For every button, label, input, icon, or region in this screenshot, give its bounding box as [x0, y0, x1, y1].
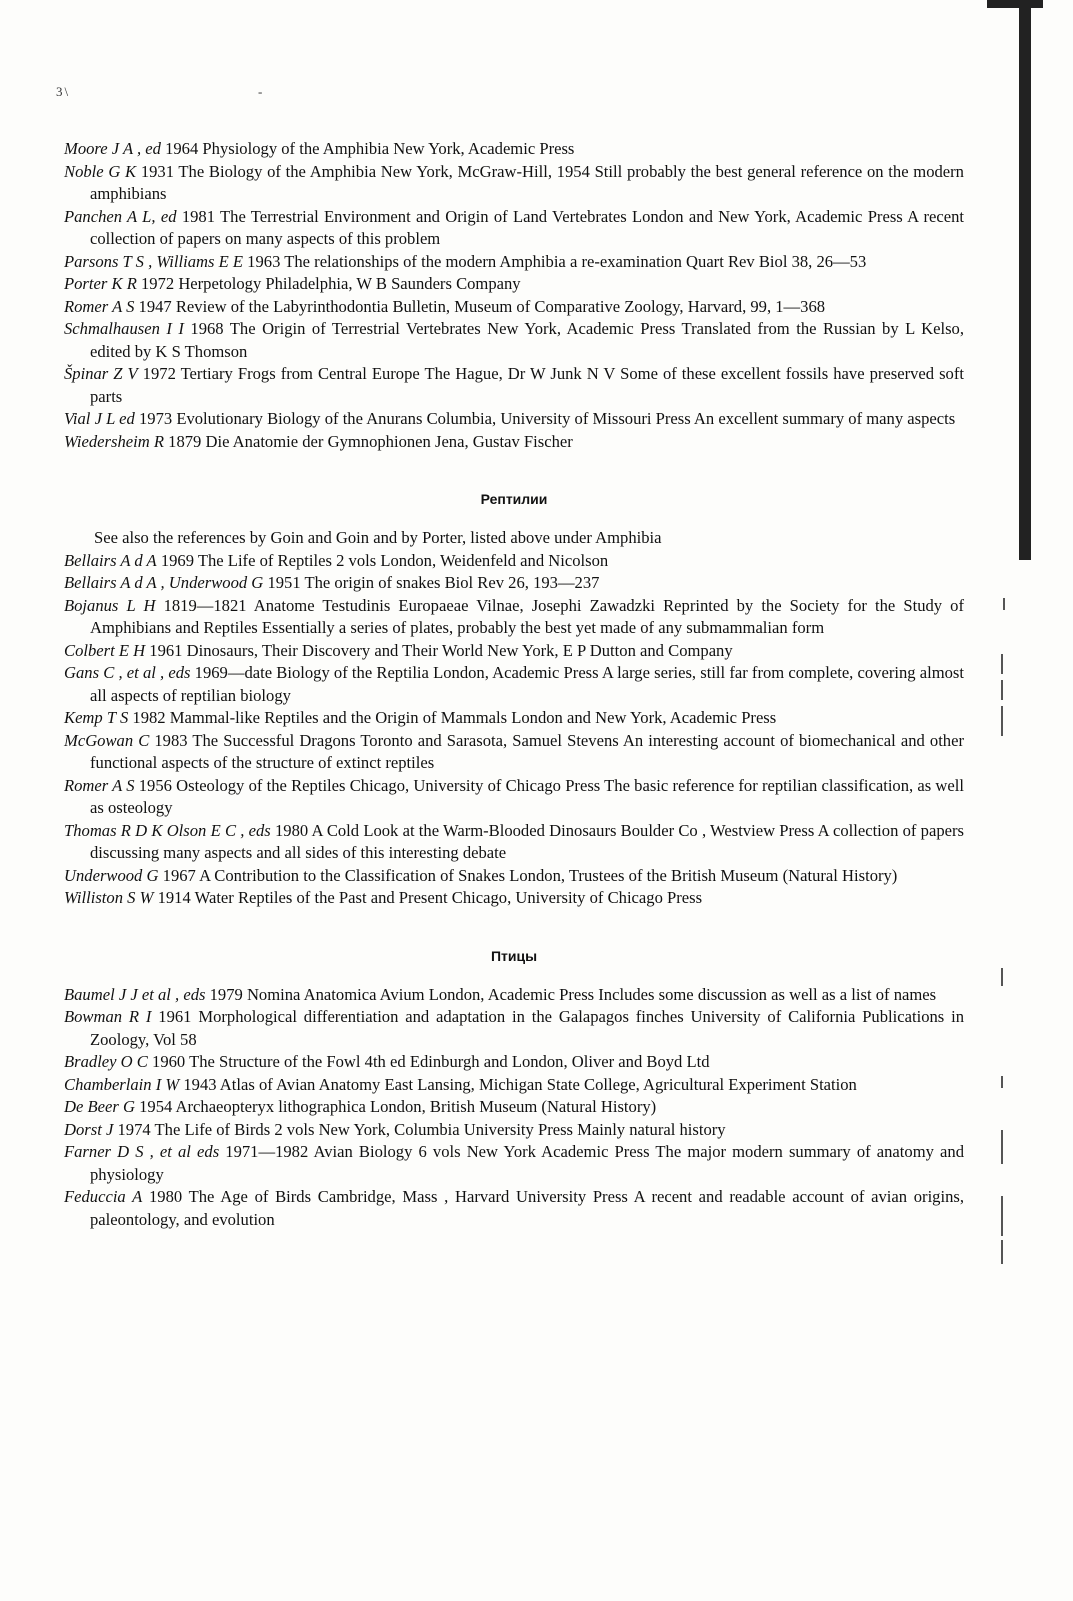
reference-entry	[64, 820, 964, 865]
reference-text: 1961 Morphological differentiation and adaptation in the Galapagos finches University of California Publications in Zoology, Vol 58	[90, 1007, 964, 1049]
reference-entry	[64, 707, 964, 730]
reference-author: Baumel J J et al , eds	[64, 984, 206, 1004]
reference-entry	[64, 138, 964, 161]
reference-author: Wiedersheim R	[64, 431, 164, 451]
reference-text: 1983 The Successful Dragons Toronto and Sarasota, Samuel Stevens An interesting account of biomechanical and other functional aspects of the structure of extinct reptiles	[90, 730, 964, 772]
reference-text: 1956 Osteology of the Reptiles Chicago, University of Chicago Press The basic reference for reptilian classification, as well as osteology	[90, 775, 964, 817]
reference-text: 1969—date Biology of the Reptilia London, Academic Press A large series, still far from complete, covering almost all aspects of reptilian biology	[90, 663, 964, 705]
reference-text: 1964 Physiology of the Amphibia New York, Academic Press	[160, 139, 575, 158]
reference-text: 1914 Water Reptiles of the Past and Present Chicago, University of Chicago Press	[153, 888, 703, 907]
reference-author: Thomas R D K Olson E C , eds	[64, 820, 271, 840]
reference-author: Špinar Z V	[64, 364, 138, 383]
reference-entry	[64, 431, 964, 454]
reference-entry	[64, 775, 964, 820]
reference-entry	[64, 1186, 964, 1231]
reference-text: 1879 Die Anatomie der Gymnophionen Jena, Gustav Fischer	[164, 431, 573, 451]
reference-entry	[64, 161, 964, 206]
reference-entry	[64, 1141, 964, 1186]
reference-text: 1972 Herpetology Philadelphia, W B Saunders Company	[136, 274, 521, 293]
reference-entry	[64, 1006, 964, 1051]
reference-text: 1954 Archaeopteryx lithographica London, British Museum (Natural History)	[134, 1097, 657, 1116]
reference-author: Dorst J	[64, 1119, 114, 1139]
reference-text: 1981 The Terrestrial Environment and Origin of Land Vertebrates London and New York, Academic Press A recent collection of papers on many aspects of this problem	[90, 206, 965, 248]
reference-text: 1982 Mammal-like Reptiles and the Origin of Mammals London and New York, Academic Press	[128, 708, 777, 727]
reference-author: Bowman R I	[64, 1007, 152, 1026]
reference-entry	[64, 1074, 964, 1097]
reference-text: 1973 Evolutionary Biology of the Anurans Columbia, University of Missouri Press An excellent summary of many aspects	[134, 409, 956, 428]
reference-entry	[64, 318, 964, 363]
reference-entry	[64, 550, 964, 573]
reference-text: 1980 A Cold Look at the Warm-Blooded Dinosaurs Boulder Co , Westview Press A collection of papers discussing many aspects and all sides of this interesting debate	[90, 820, 964, 862]
reference-author: Romer A S	[64, 775, 135, 795]
reference-entry	[64, 865, 964, 888]
reference-entry	[64, 1051, 964, 1074]
reference-text: 1947 Review of the Labyrinthodontia Bulletin, Museum of Comparative Zoology, Harvard, 99, 1—368	[134, 296, 826, 316]
page-corner-mark: 3\	[56, 84, 71, 99]
reference-author: Schmalhausen I I	[64, 319, 184, 338]
section-title: Птицы	[490, 947, 538, 964]
scan-edge-bar	[1019, 0, 1031, 560]
reference-author: Williston S W	[64, 888, 154, 907]
reference-author: Parsons T S , Williams E E	[64, 251, 244, 271]
reference-author: Porter K R	[64, 274, 137, 293]
reference-entry	[64, 363, 964, 408]
reference-text: 1979 Nomina Anatomica Avium London, Academic Press Includes some discussion as well as a list of names	[205, 984, 937, 1004]
reference-author: Farner D S , et al eds	[64, 1142, 220, 1161]
reference-author: Kemp T S	[64, 708, 129, 727]
reference-entry	[64, 640, 964, 663]
reference-author: Romer A S	[64, 296, 135, 316]
reference-author: Chamberlain I W	[64, 1074, 180, 1094]
reference-text: 1980 The Age of Birds Cambridge, Mass , Harvard University Press A recent and readable account of avian origins, paleontology, and evolution	[90, 1187, 964, 1229]
reference-author: Bojanus L H	[64, 595, 156, 615]
reference-entry	[64, 251, 964, 274]
reference-entry	[64, 1096, 964, 1119]
scan-edge-top	[987, 0, 1043, 8]
bibliography-section	[64, 491, 964, 910]
reference-text: 1819—1821 Anatome Testudinis Europaeae Vilnae, Josephi Zawadzki Reprinted by the Society for the Study of Amphibians and Reptiles Essentially a series of plates, probably the best yet made of any submammalian form	[90, 595, 964, 637]
reference-entry	[64, 595, 964, 640]
reference-text: 1968 The Origin of Terrestrial Vertebrates New York, Academic Press Translated from the Russian by L Kelso, edited by K S Thomson	[90, 319, 964, 361]
reference-entry	[64, 1119, 964, 1142]
reference-author: McGowan C	[64, 730, 150, 750]
bibliography	[64, 138, 964, 1231]
reference-entry	[64, 662, 964, 707]
reference-entry	[64, 730, 964, 775]
reference-text: 1969 The Life of Reptiles 2 vols London, Weidenfeld and Nicolson	[156, 550, 609, 570]
bibliography-section	[64, 948, 964, 1232]
reference-author: De Beer G	[64, 1097, 135, 1116]
bibliography-section	[64, 138, 964, 453]
page-dot-mark: -	[258, 84, 263, 99]
reference-text: 1943 Atlas of Avian Anatomy East Lansing, Michigan State College, Agricultural Experiment Station	[179, 1074, 857, 1094]
reference-author: Bradley O C	[64, 1052, 148, 1071]
reference-entry	[64, 273, 964, 296]
reference-text: 1931 The Biology of the Amphibia New York, McGraw-Hill, 1954 Still probably the best general reference on the modern amphibians	[90, 161, 964, 203]
reference-text: 1967 A Contribution to the Classification of Snakes London, Trustees of the British Museum (Natural History)	[158, 865, 898, 885]
section-title: Рептилии	[480, 491, 548, 507]
reference-text: 1951 The origin of snakes Biol Rev 26, 193—237	[263, 573, 600, 592]
reference-text: 1961 Dinosaurs, Their Discovery and Their World New York, E P Dutton and Company	[145, 640, 733, 660]
reference-author: Bellairs A d A , Underwood G	[64, 573, 264, 592]
reference-text: 1974 The Life of Birds 2 vols New York, Columbia University Press Mainly natural history	[113, 1119, 726, 1139]
reference-entry	[64, 887, 964, 910]
reference-text: 1971—1982 Avian Biology 6 vols New York Academic Press The major modern summary of anatomy and physiology	[90, 1142, 964, 1184]
reference-entry	[64, 206, 964, 251]
reference-author: Colbert E H	[64, 640, 146, 660]
reference-text: 1972 Tertiary Frogs from Central Europe The Hague, Dr W Junk N V Some of these excellent fossils have preserved soft parts	[90, 364, 964, 406]
reference-author: Vial J L ed	[64, 409, 135, 428]
reference-entry	[64, 572, 964, 595]
reference-author: Bellairs A d A	[64, 550, 157, 570]
section-note: See also the references by Goin and Goin and by Porter, listed above under Amphibia	[94, 528, 662, 547]
reference-author: Feduccia A	[64, 1187, 143, 1206]
reference-text: 1960 The Structure of the Fowl 4th ed Edinburgh and London, Oliver and Boyd Ltd	[147, 1052, 710, 1071]
reference-author: Underwood G	[64, 865, 159, 885]
reference-author: Moore J A , ed	[64, 139, 161, 158]
reference-author: Panchen A L, ed	[64, 206, 177, 226]
reference-entry	[64, 984, 964, 1007]
reference-author: Gans C , et al , eds	[64, 663, 191, 682]
reference-text: 1963 The relationships of the modern Amphibia a re-examination Quart Rev Biol 38, 26—53	[243, 251, 867, 271]
reference-entry	[64, 296, 964, 319]
reference-author: Noble G K	[64, 161, 137, 181]
reference-entry	[64, 408, 964, 431]
